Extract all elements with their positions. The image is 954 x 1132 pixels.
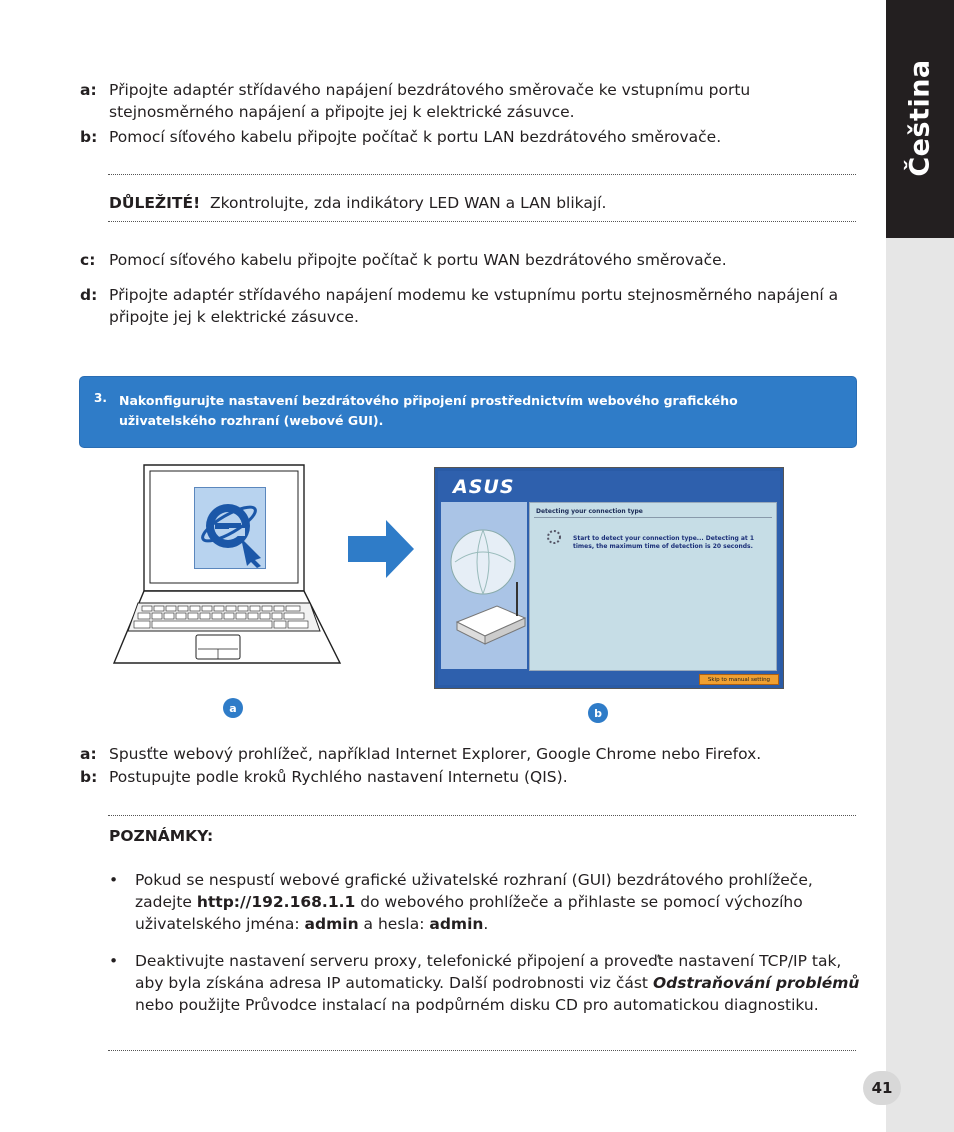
page-number: 41 (863, 1071, 901, 1105)
step-text: Připojte adaptér střídavého napájení modemu ke vstupnímu portu stejnosměrného napájení a připojte jej k elektrické zásuvce. (109, 286, 839, 326)
troubleshooting-reference: Odstraňování problémů (652, 974, 860, 992)
detection-message: Start to detect your connection type... Detecting at 1 times, the maximum time of detection is 20 seconds. (573, 535, 755, 550)
arrow-right-icon (348, 520, 414, 578)
side-tab (886, 0, 954, 1132)
badge-b: b (588, 703, 608, 723)
divider (108, 221, 856, 222)
panel-divider (534, 517, 772, 518)
default-password: admin (429, 915, 484, 933)
step-text: Pomocí síťového kabelu připojte počítač k portu WAN bezdrátového směrovače. (109, 251, 727, 269)
divider (108, 815, 856, 816)
step-text: Připojte adaptér střídavého napájení bezdrátového směrovače ke vstupnímu portu stejnosměrného napájení a připojte jej k elektrické zásuvce. (109, 81, 751, 121)
detection-panel (529, 502, 777, 671)
step-text: Spusťte webový prohlížeč, například Internet Explorer, Google Chrome nebo Firefox. (109, 745, 762, 763)
step-label: c: (80, 251, 96, 269)
asus-logo: ASUS (453, 476, 515, 498)
panel-title: Detecting your connection type (536, 508, 643, 515)
language-label: Čeština (904, 59, 936, 177)
note-text: Pokud se nespustí webové grafické uživatelské rozhraní (GUI) bezdrátového prohlížeče, zadejte http://192.168.1.1 do webového prohlížeče a přihlaste se pomocí výchozího uživatelského jména: admin a hesla: admin. (135, 871, 813, 933)
loading-spinner-icon (546, 529, 562, 545)
step-label: a: (80, 81, 97, 99)
side-tab-header (886, 0, 954, 238)
important-label: DŮLEŽITÉ! (109, 194, 201, 212)
router-gui-screenshot (434, 467, 784, 689)
browser-icon (194, 487, 266, 569)
badge-a: a (223, 698, 243, 718)
gui-background (438, 471, 780, 685)
step-text: Postupujte podle kroků Rychlého nastavení Internetu (QIS). (109, 768, 568, 786)
bullet: • (109, 952, 119, 970)
note-text: Deaktivujte nastavení serveru proxy, telefonické připojení a proveďte nastavení TCP/IP tak, aby byla získána adresa IP automaticky. Další podrobnosti viz část Odstraňování problémů nebo použijte Průvodce instalací na podpůrném disku CD pro automatickou diagnostiku. (135, 952, 860, 1014)
default-username: admin (304, 915, 359, 933)
divider (108, 1050, 856, 1051)
step-label: b: (80, 768, 98, 786)
step-label: b: (80, 128, 98, 146)
important-text: Zkontrolujte, zda indikátory LED WAN a LAN blikají. (210, 194, 607, 212)
divider (108, 174, 856, 175)
notes-title: POZNÁMKY: (109, 827, 214, 845)
banner-text: Nakonfigurujte nastavení bezdrátového připojení prostřednictvím webového grafického uživatelského rozhraní (webové GUI). (119, 393, 738, 428)
bullet: • (109, 871, 119, 889)
step-label: a: (80, 745, 97, 763)
step-3-banner (79, 376, 857, 448)
router-url: http://192.168.1.1 (196, 893, 356, 911)
banner-number: 3. (94, 391, 107, 405)
router-graphic (441, 502, 527, 669)
step-label: d: (80, 286, 98, 304)
skip-manual-setting-button[interactable]: Skip to manual setting (699, 674, 779, 685)
step-text: Pomocí síťového kabelu připojte počítač k portu LAN bezdrátového směrovače. (109, 128, 722, 146)
important-note (109, 192, 606, 214)
